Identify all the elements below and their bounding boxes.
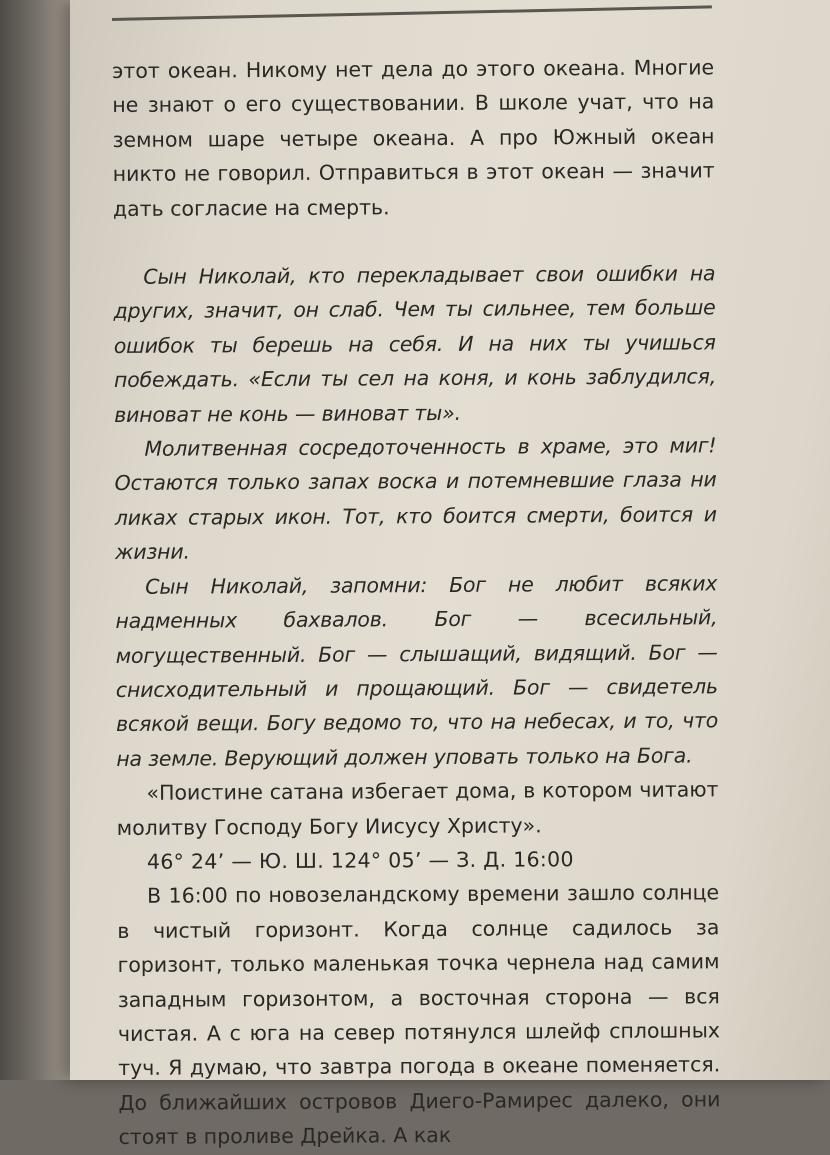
- paragraph-6: В 16:00 по новозеландскому времени зашло солнце в чистый горизонт. Когда солнце садилось за горизонт, только маленькая точка чернела над самим западным горизонтом, а восточная сторона — вся чистая. А с юга на север потянулся шлейф сплошных туч. Я думаю, что завтра погода в океане поменяется. До ближайших островов Диего-Рамирес далеко, они стоят в проливе Дрейка. А как: [117, 880, 721, 1150]
- paragraph-5: «Поистине сатана избегает дома, в котором читают молитву Господу Богу Иисусу Христу».: [116, 777, 719, 840]
- coordinates-line: 46° 24’ — Ю. Ш. 124° 05’ — З. Д. 16:00: [146, 847, 574, 874]
- adjacent-page-edge: [0, 0, 70, 1080]
- paragraph-2: Сын Николай, кто перекладывает свои ошибки на других, значит, он слаб. Чем ты сильнее, тем больше ошибок ты берешь на себя. И на них ты учишься побеждать. «Если ты сел на коня, и конь заблудился, виноват не конь — виноват ты».: [113, 261, 717, 427]
- page-text: [112, 50, 721, 1154]
- paragraph-4: Сын Николай, запомни: Бог не любит всяких надменных бахвалов. Бог — всесильный, могущественный. Бог — слышащий, видящий. Бог — снисходительный и прощающий. Бог — свидетель всякой вещи. Богу ведомо то, что на небесах, и то, что на земле. Верующий должен уповать только на Бога.: [115, 571, 719, 771]
- paragraph-3: Молитвенная сосредоточенность в храме, это миг! Остаются только запах воска и потемневшие глаза ни ликах старых икон. Тот, кто боится смерти, боится и жизни.: [114, 433, 717, 565]
- paragraph-1: этот океан. Никому нет дела до этого океана. Многие не знают о его существовании. В школе учат, что на земном шаре четыре океана. А про Южный океан никто не говорил. Отправиться в этот океан — значит дать согласие на смерть.: [112, 55, 715, 221]
